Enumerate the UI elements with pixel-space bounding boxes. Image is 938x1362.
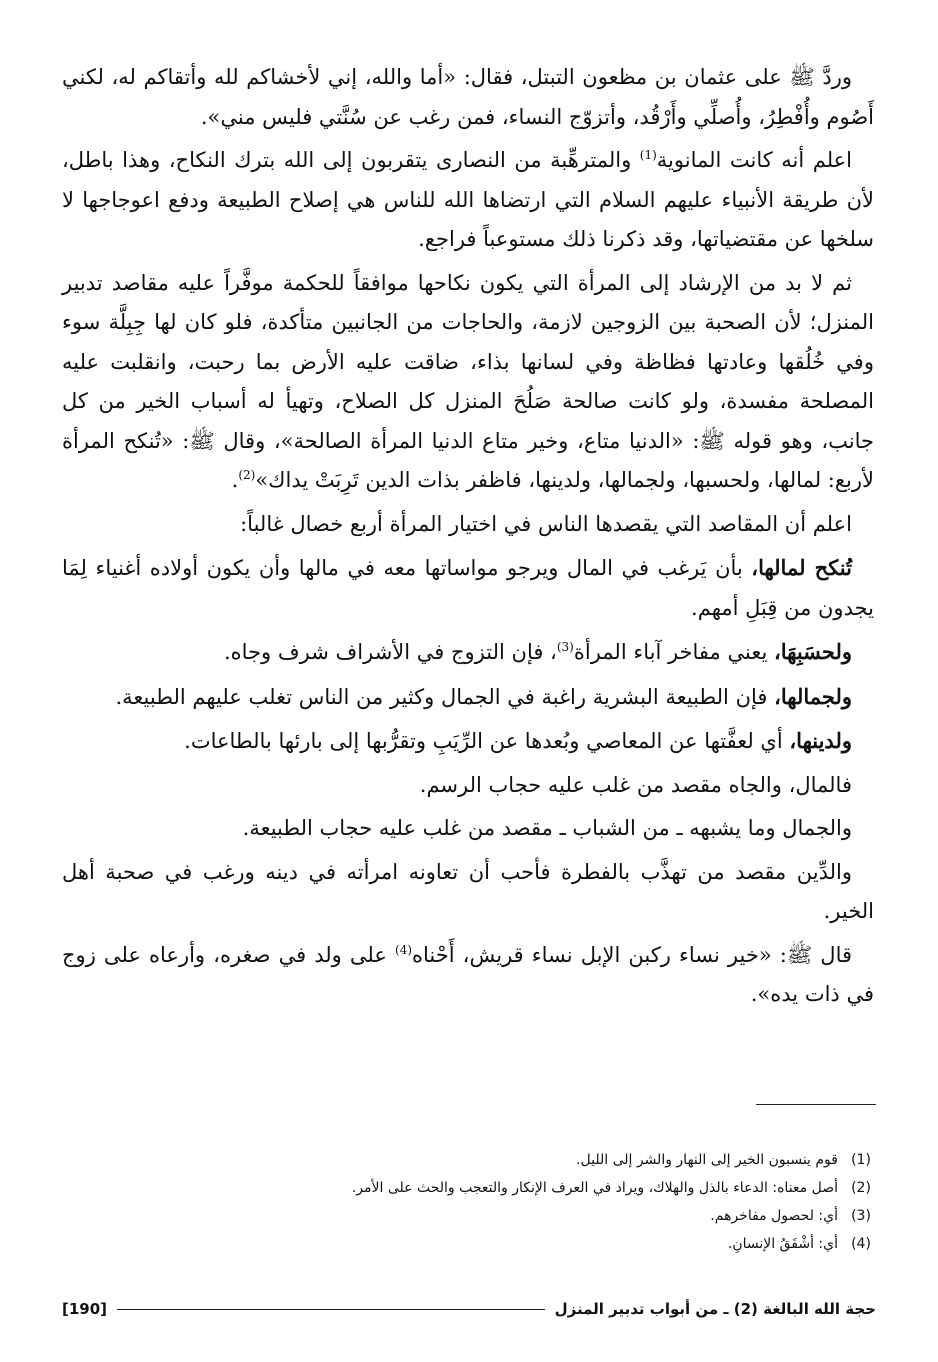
paragraph-text: يعني مفاخر آباء المرأة — [573, 640, 774, 664]
paragraph-text: وردَّ ﷺ على عثمان بن مظعون التبتل، فقال: «أما والله، إني لأخشاكم لله وأتقاكم له، لكني أَصُوم وأُفْطِرُ، وأُصلِّي وأَرْقُد، وأتزوّج النساء، فمن رغب عن سُنَّتي فليس مني». — [62, 65, 874, 129]
page-footer — [62, 1294, 876, 1324]
footnote-ref[interactable]: (1) — [639, 148, 657, 162]
main-text — [62, 58, 874, 1019]
paragraph-text: والجمال وما يشبهه ـ من الشباب ـ مقصد من غلب عليه حجاب الطبيعة. — [242, 816, 852, 840]
paragraph-text: والمترهِّبة من النصارى يتقربون إلى الله بترك النكاح، وهذا باطل، لأن طريقة الأنبياء عليهم السلام التي ارتضاها الله للناس هي إصلاح الطبيعة ودفع اعوجاجها لا سلخها عن مقتضياتها، وقد ذكرنا ذلك مستوعباً فراجع. — [62, 148, 874, 251]
footnote-text: أي: أشْفَقُ الإنسانِ. — [727, 1236, 838, 1252]
paragraph-lead: ولجمالها، — [774, 683, 852, 709]
footnote-divider — [756, 1104, 876, 1105]
footnote — [64, 1202, 876, 1230]
paragraph-quraysh — [62, 936, 874, 1015]
footnote-ref[interactable]: (4) — [395, 942, 413, 957]
footnote-number: (4) — [851, 1236, 871, 1252]
footnote — [64, 1146, 876, 1174]
paragraph-hasab — [62, 632, 874, 673]
footnote-number: (3) — [851, 1208, 871, 1224]
paragraph-text: على ولد في صغره، وأرعاه على زوج في ذات يده». — [62, 942, 874, 1006]
paragraph-text: أي لعفَّتها عن المعاصي وبُعدها عن الرِّيَبِ وتقرُّبها إلى بارئها بالطاعات. — [184, 729, 790, 753]
paragraph-text: فالمال، والجاه مقصد من غلب عليه حجاب الرسم. — [419, 772, 852, 797]
footnote-text: أي: لحصول مفاخرهم. — [710, 1208, 838, 1224]
paragraph-text: ، فإن التزوج في الأشراف شرف وجاه. — [224, 640, 557, 664]
paragraph-manawiyya — [62, 141, 874, 260]
paragraph-mal-jah — [62, 766, 874, 806]
paragraph-text: بأن يَرغب في المال ويرجو مواساتها معه في مالها وأن يكون أولاده أغنياء لِمَا يجدون من قِبَلِ أمهم. — [62, 556, 874, 620]
paragraph-lead: تُنكح لمالها، — [751, 555, 852, 580]
paragraph-mal — [62, 548, 874, 628]
paragraph-irshad — [62, 264, 874, 501]
footnote-text: أصل معناه: الدعاء بالذل والهلاك، ويراد في العرف الإنكار والتعجب والحث على الأمر. — [351, 1180, 838, 1196]
footer-divider — [117, 1309, 545, 1310]
paragraph-lead: ولدينها، — [789, 728, 852, 753]
paragraph-text: فإن الطبيعة البشرية راغبة في الجمال وكثير من الناس تغلب عليهم الطبيعة. — [115, 684, 775, 709]
paragraph-text: . — [231, 468, 239, 492]
paragraph-text: والدِّين مقصد من تهذَّب بالفطرة فأحب أن تعاونه امرأته في دينه ورغب في صحبة أهل الخير. — [62, 859, 874, 923]
paragraph-jamal-shabab — [62, 809, 874, 849]
footnote-text: قوم ينسبون الخير إلى النهار والشر إلى الليل. — [576, 1152, 838, 1168]
paragraph-maqasid — [62, 505, 874, 545]
paragraph-text: اعلم أنه كانت المانوية — [656, 148, 853, 172]
footnote-number: (2) — [851, 1180, 871, 1196]
paragraph-din-maqsad — [62, 853, 874, 932]
paragraph-din — [62, 721, 874, 762]
page-number: [190] — [62, 1300, 108, 1318]
paragraph-jamal — [62, 677, 874, 718]
paragraph-text: اعلم أن المقاصد التي يقصدها الناس في اختيار المرأة أربع خصال غالباً: — [240, 511, 852, 536]
paragraph-lead: ولحسَبِهَا، — [773, 639, 852, 664]
footnote-ref[interactable]: (2) — [238, 468, 256, 482]
footnotes — [64, 1146, 876, 1258]
footnote — [64, 1174, 876, 1202]
running-title: حجة الله البالغة (2) ـ من أبواب تدبير المنزل — [554, 1300, 876, 1318]
paragraph-text: ثم لا بد من الإرشاد إلى المرأة التي يكون نكاحها موافقاً للحكمة موفَّراً عليه مقاصد تدبير المنزل؛ لأن الصحبة بين الزوجين لازمة، والحاجات من الجانبين متأكدة، فلو كان لها جِبِلَّة سوء وفي خُلُقها وعادتها فظاظة وفي لسانها بذاء، ضاقت عليه الأرض بما رحبت، وانقلبت عليه المصلحة مفسدة، ولو كانت صالحة صَلُحَ المنزل كل الصلاح، وتهيأ له أسباب الخير من كل جانب، وهو قوله ﷺ: «الدنيا متاع، وخير متاع الدنيا المرأة الصالحة»، وقال ﷺ: «تُنكح المرأة لأربع: لمالها، ولحسبها، ولجمالها، ولدينها، فاظفر بذات الدين تَرِبَتْ يداك» — [62, 270, 874, 492]
footnote-ref[interactable]: (3) — [556, 640, 574, 654]
footnote — [64, 1230, 876, 1258]
paragraph-tabattul — [62, 58, 874, 137]
paragraph-text: قال ﷺ: «خير نساء ركبن الإبل نساء قريش، أَحْناه — [412, 942, 852, 967]
footnote-number: (1) — [851, 1152, 871, 1168]
